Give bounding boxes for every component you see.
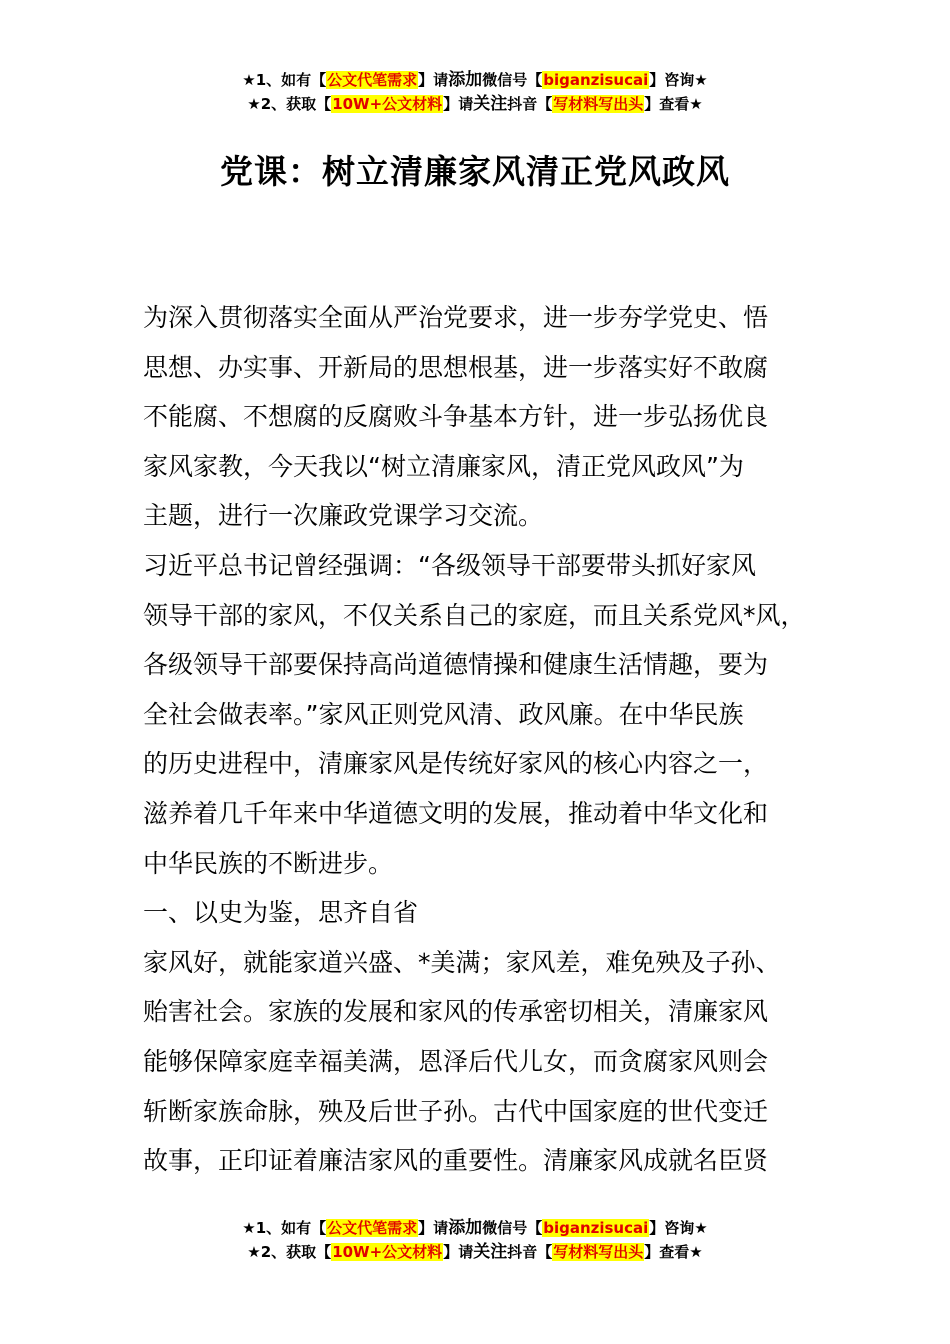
body-line: 思想、办实事、开新局的思想根基，进一步落实好不敢腐 bbox=[143, 352, 769, 382]
banner-highlight: biganzisucai bbox=[543, 71, 649, 89]
banner-text: 抖音【 bbox=[507, 95, 553, 113]
banner-text: 】咨询★ bbox=[649, 1219, 708, 1237]
body-line: 主题，进行一次廉政党课学习交流。 bbox=[143, 501, 544, 531]
body-line: 家风家教，今天我以“树立清廉家风，清正党风政风”为 bbox=[143, 451, 744, 481]
banner-text: 】请 bbox=[418, 71, 449, 89]
banner-highlight: 公文代笔需求 bbox=[327, 1219, 418, 1237]
banner-text: ★2、获取【 bbox=[247, 1243, 332, 1261]
banner-text: 微信号【 bbox=[482, 1219, 543, 1237]
body-line: 习近平总书记曾经强调：“各级领导干部要带头抓好家风 bbox=[143, 550, 756, 580]
banner-text: ★1、如有【 bbox=[242, 71, 327, 89]
body-line: 贻害社会。家族的发展和家风的传承密切相关，清廉家风 bbox=[143, 997, 769, 1027]
banner-emphasis: 关注 bbox=[473, 94, 508, 114]
banner-text: 抖音【 bbox=[507, 1243, 553, 1261]
banner-highlight: 写材料写出头 bbox=[553, 95, 644, 113]
body-line: 故事，正印证着廉洁家风的重要性。清廉家风成就名臣贤 bbox=[143, 1146, 769, 1176]
body-line: 能够保障家庭幸福美满，恩泽后代儿女，而贪腐家风则会 bbox=[143, 1046, 769, 1076]
header-banner bbox=[0, 68, 950, 116]
banner-emphasis: 添加 bbox=[448, 70, 483, 90]
body-line: 家风好，就能家道兴盛、*美满；家风差，难免殃及子孙、 bbox=[143, 947, 781, 977]
footer-banner bbox=[0, 1216, 950, 1264]
banner-line-2 bbox=[0, 1240, 950, 1264]
banner-text: ★1、如有【 bbox=[242, 1219, 327, 1237]
body-line: 为深入贯彻落实全面从严治党要求，进一步夯学党史、悟 bbox=[143, 303, 769, 332]
body-line: 斩断家族命脉，殃及后世子孙。古代中国家庭的世代变迁 bbox=[143, 1096, 769, 1126]
banner-text: 】查看★ bbox=[644, 95, 703, 113]
banner-line-1 bbox=[0, 1216, 950, 1240]
body-line: 领导干部的家风，不仅关系自己的家庭，而且关系党风*风， bbox=[143, 600, 806, 630]
banner-text: 微信号【 bbox=[482, 71, 543, 89]
banner-text: 】咨询★ bbox=[649, 71, 708, 89]
document-title: 党课：树立清廉家风清正党风政风 bbox=[220, 152, 730, 191]
banner-highlight: biganzisucai bbox=[543, 1219, 649, 1237]
banner-highlight: 写材料写出头 bbox=[553, 1243, 644, 1261]
banner-line-1 bbox=[0, 68, 950, 92]
banner-highlight: 10W+公文材料 bbox=[332, 1243, 443, 1261]
banner-highlight: 公文代笔需求 bbox=[327, 71, 418, 89]
banner-text: 】请 bbox=[443, 1243, 474, 1261]
body-line: 一、以史为鉴，思齐自省 bbox=[143, 898, 419, 928]
banner-emphasis: 添加 bbox=[448, 1218, 483, 1238]
body-line: 的历史进程中，清廉家风是传统好家风的核心内容之一， bbox=[143, 749, 769, 779]
banner-text: 】请 bbox=[443, 95, 474, 113]
body-line: 中华民族的不断进步。 bbox=[143, 848, 394, 878]
body-line: 不能腐、不想腐的反腐败斗争基本方针，进一步弘扬优良 bbox=[143, 402, 769, 432]
body-line: 滋养着几千年来中华道德文明的发展，推动着中华文化和 bbox=[143, 798, 769, 828]
banner-emphasis: 关注 bbox=[473, 1242, 508, 1262]
banner-text: ★2、获取【 bbox=[247, 95, 332, 113]
banner-highlight: 10W+公文材料 bbox=[332, 95, 443, 113]
body-line: 全社会做表率。”家风正则党风清、政风廉。在中华民族 bbox=[143, 699, 744, 729]
banner-line-2 bbox=[0, 92, 950, 116]
banner-text: 】请 bbox=[418, 1219, 449, 1237]
banner-text: 】查看★ bbox=[644, 1243, 703, 1261]
body-line: 各级领导干部要保持高尚道德情操和健康生活情趣，要为 bbox=[143, 650, 769, 680]
document-body bbox=[143, 293, 843, 1186]
